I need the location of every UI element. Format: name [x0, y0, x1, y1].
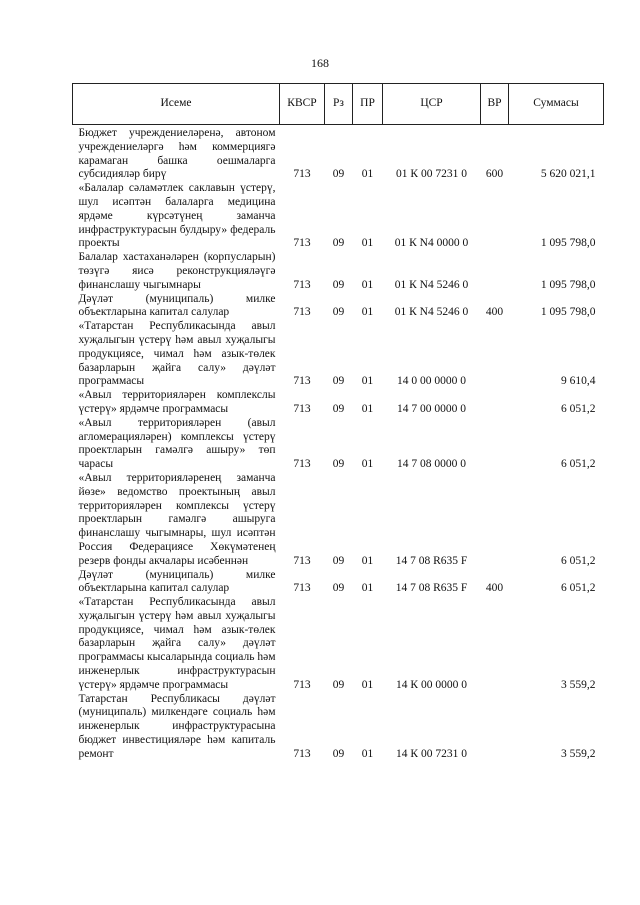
table-row [73, 389, 604, 417]
cell-csr: 01 К N4 5246 0 [394, 306, 469, 319]
cell-csr: 01 К N4 5246 0 [394, 278, 469, 291]
cell-vr: 400 [485, 582, 504, 595]
cell-vr [481, 596, 509, 693]
cell-pr: 01 [361, 237, 374, 250]
cell-vr [481, 251, 509, 292]
cell-vr [481, 389, 509, 417]
table-row [73, 417, 604, 472]
cell-sum: 6 051,2 [561, 554, 596, 567]
table-row [73, 251, 604, 292]
cell-kvsr: 713 [293, 747, 311, 760]
cell-kvsr: 713 [293, 375, 311, 388]
cell-rz: 09 [332, 375, 345, 388]
cell-kvsr: 713 [293, 582, 311, 595]
cell-csr: 01 К N4 0000 0 [394, 237, 469, 250]
table-row [73, 293, 604, 321]
cell-vr: 600 [485, 168, 504, 181]
budget-table [72, 83, 604, 762]
cell-name: Балалар хастаханәләрен (корпусларын) төзүгә яисә реконструкцияләүгә финанслашу чыгымнары [78, 251, 276, 291]
cell-sum: 6 051,2 [561, 402, 596, 415]
cell-vr [481, 320, 509, 389]
table-row [73, 472, 604, 569]
cell-kvsr: 713 [293, 678, 311, 691]
table-row [73, 569, 604, 597]
cell-pr: 01 [361, 747, 374, 760]
cell-vr [481, 472, 509, 569]
cell-name: Бюджет учреждениеләренә, автоном учреждениеләргә һәм коммерциягә карамаган башка оешмаларга субсидияләр бирү [78, 127, 276, 181]
header-pr: ПР [353, 84, 383, 125]
cell-kvsr: 713 [293, 306, 311, 319]
header-vr: ВР [481, 84, 509, 125]
cell-csr: 01 К 00 7231 0 [396, 168, 467, 181]
cell-pr: 01 [361, 554, 374, 567]
cell-kvsr: 713 [293, 554, 311, 567]
cell-vr [481, 182, 509, 251]
table-body [73, 125, 604, 762]
cell-csr: 14 7 08 R635 F [395, 554, 468, 567]
cell-rz: 09 [332, 306, 345, 319]
cell-pr: 01 [361, 375, 374, 388]
cell-rz: 09 [332, 458, 345, 471]
cell-kvsr: 713 [293, 237, 311, 250]
cell-rz: 09 [332, 278, 345, 291]
cell-sum: 9 610,4 [561, 375, 596, 388]
cell-pr: 01 [361, 678, 374, 691]
page-number: 168 [311, 56, 329, 70]
cell-rz: 09 [332, 678, 345, 691]
cell-rz: 09 [332, 747, 345, 760]
cell-rz: 09 [332, 168, 345, 181]
cell-name: «Авыл территорияләрен комплекслы үстерү» ярдәмче программасы [78, 389, 276, 415]
table-header [73, 84, 604, 125]
cell-vr [481, 417, 509, 472]
table-row [73, 693, 604, 762]
table-row [73, 596, 604, 693]
cell-sum: 6 051,2 [561, 458, 596, 471]
cell-name: Дәүләт (муниципаль) милке объектларына капитал салулар [78, 292, 276, 319]
header-sum: Суммасы [509, 84, 604, 125]
cell-sum: 1 095 798,0 [540, 306, 596, 319]
cell-csr: 14 0 00 0000 0 [397, 375, 466, 388]
cell-name: «Татарстан Республикасында авыл хуҗалыгын үстерү һәм авыл хуҗалыгы продукциясе, чимал һәм азык-төлек базарларын җайга салу» дәүләт программасы кысаларында социаль һәм инженерлык инфраструктурасын үстерү» ярдәмче программасы [78, 596, 276, 691]
cell-vr [481, 693, 509, 762]
cell-pr: 01 [361, 278, 374, 291]
cell-pr: 01 [361, 168, 374, 181]
cell-sum: 1 095 798,0 [540, 237, 596, 250]
cell-rz: 09 [332, 582, 345, 595]
header-rz: Рз [325, 84, 353, 125]
cell-kvsr: 713 [293, 278, 311, 291]
cell-csr: 14 К 00 0000 0 [396, 678, 467, 691]
cell-name: Татарстан Республикасы дәүләт (муниципаль) милкендәге социаль һәм инженерлык инфраструктурасына бюджет инвестицияләре һәм капиталь ремонт [78, 692, 276, 760]
table-row [73, 125, 604, 183]
cell-name: Дәүләт (муниципаль) милке объектларына капитал салулар [78, 568, 276, 595]
cell-csr: 14 К 00 7231 0 [396, 747, 467, 760]
cell-kvsr: 713 [293, 402, 311, 415]
cell-rz: 09 [332, 402, 345, 415]
table-row [73, 182, 604, 251]
cell-kvsr: 713 [293, 168, 311, 181]
cell-sum: 6 051,2 [561, 582, 596, 595]
header-csr: ЦСР [383, 84, 481, 125]
cell-name: «Татарстан Республикасында авыл хуҗалыгын үстерү һәм авыл хуҗалыгы продукциясе, чимал һәм азык-төлек базарларын җайга салу» дәүләт программасы [78, 320, 276, 388]
cell-pr: 01 [361, 582, 374, 595]
cell-name: «Авыл территорияләренең заманча йөзе» ведомство проектының авыл территорияләрен комплексы үстерү проектларын гамәлгә ашыруга финанслашу чыгымнары, шул исәптән Россия Федерациясе Хөкүмәтенең резерв фонды акчалары исәбеннән [78, 471, 276, 567]
header-name: Исеме [73, 84, 280, 125]
cell-sum: 3 559,2 [561, 747, 596, 760]
cell-pr: 01 [361, 306, 374, 319]
cell-rz: 09 [332, 237, 345, 250]
cell-rz: 09 [332, 554, 345, 567]
cell-name: «Балалар сәламәтлек саклавын үстерү, шул исәптән балаларга медицина ярдәме күрсәтүнең заманча инфраструктурасын булдыру» федераль проекты [78, 182, 276, 250]
header-kvsr: КВСР [280, 84, 325, 125]
cell-vr: 400 [485, 306, 504, 319]
cell-pr: 01 [361, 402, 374, 415]
cell-sum: 3 559,2 [561, 678, 596, 691]
cell-csr: 14 7 00 0000 0 [397, 402, 466, 415]
cell-csr: 14 7 08 R635 F [395, 582, 468, 595]
cell-sum: 5 620 021,1 [540, 168, 596, 181]
cell-pr: 01 [361, 458, 374, 471]
cell-csr: 14 7 08 0000 0 [397, 458, 466, 471]
cell-name: «Авыл территорияләрен (авыл агломерацияләрен) комплексы үстерү проектларын гамәлгә ашыру» төп чарасы [78, 416, 276, 471]
cell-kvsr: 713 [293, 458, 311, 471]
table-row [73, 320, 604, 389]
cell-sum: 1 095 798,0 [540, 278, 596, 291]
